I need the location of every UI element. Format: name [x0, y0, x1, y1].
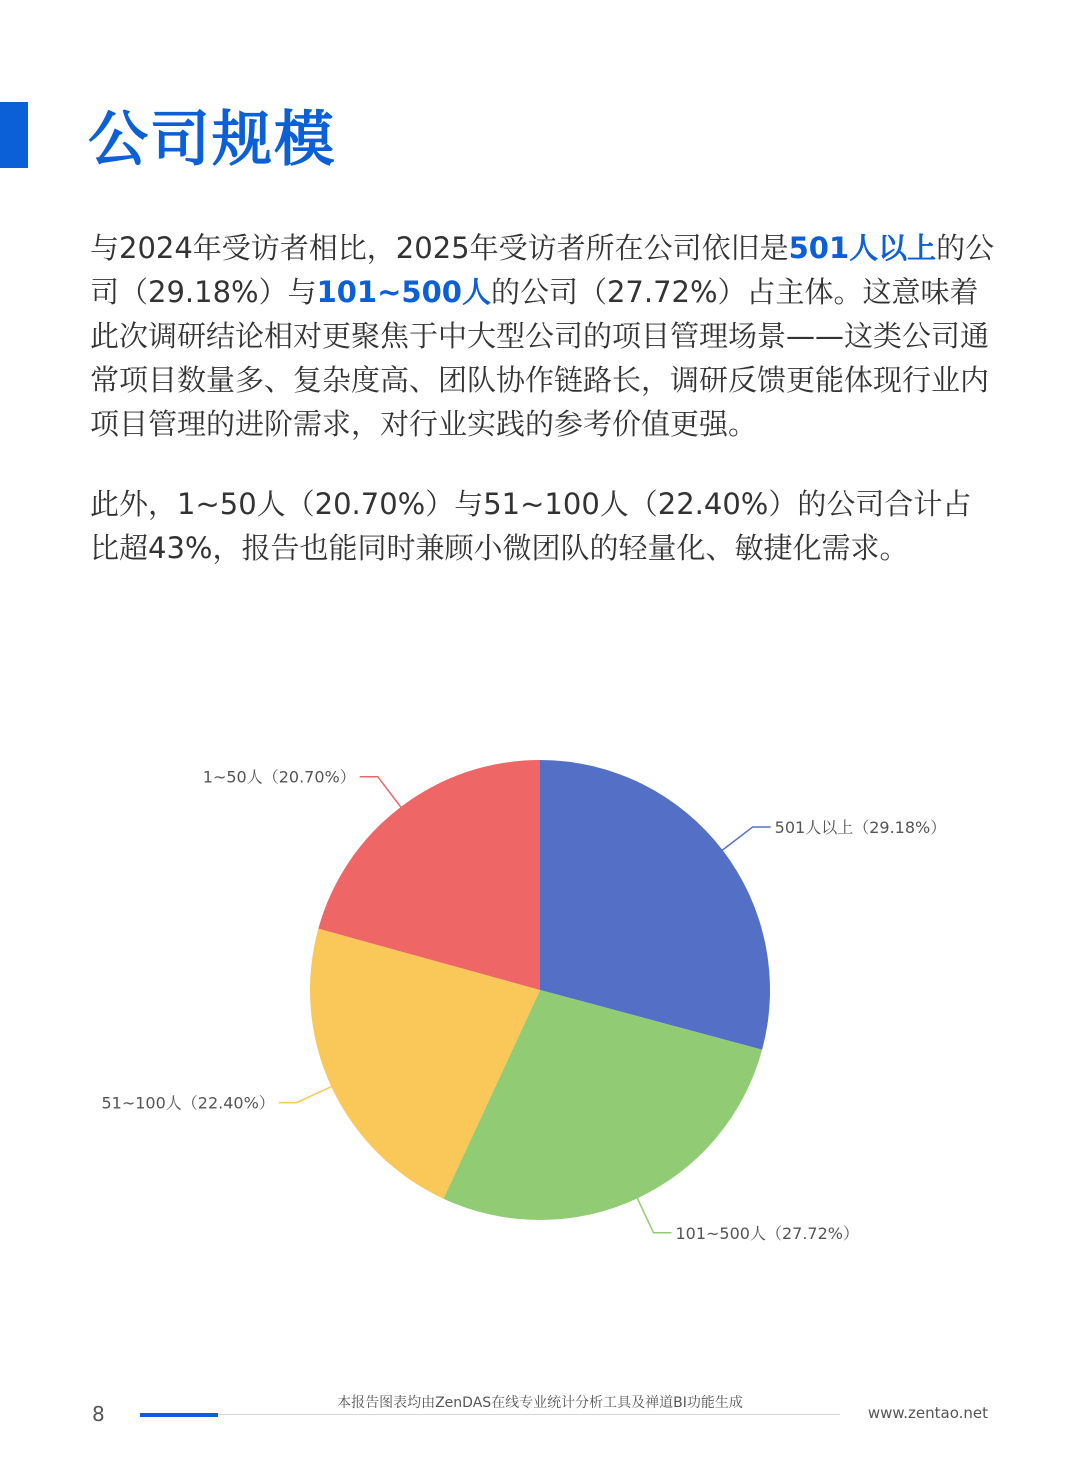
slice-label-slice-4: 1~50人（20.70%）: [202, 767, 356, 787]
pie-slices: [310, 760, 770, 1220]
intro-text-3: 的公司（27.72%）占主体。这意味着此次调研结论相对更聚焦于中大型公司的项目管理场景——这类公司通常项目数量多、复杂度高、团队协作链路长，调研反馈更能体现行业内项目管理的进阶需求，对行业实践的参考价值更强。: [90, 275, 990, 441]
leader-line-slice-3: [279, 1086, 333, 1103]
small-team-paragraph: 此外，1~50人（20.70%）与51~100人（22.40%）的公司合计占比超43%，报告也能同时兼顾小微团队的轻量化、敏捷化需求。: [90, 487, 972, 565]
intro-paragraph: [90, 226, 995, 446]
footer-accent-line: [140, 1413, 218, 1417]
highlight-501-plus: 501人以上: [788, 231, 937, 265]
footer-divider: [140, 1414, 840, 1415]
slice-label-slice-2: 101~500人（27.72%）: [675, 1223, 859, 1243]
footer-note: 本报告图表均由ZenDAS在线专业统计分析工具及禅道BI功能生成: [337, 1395, 743, 1411]
intro-text-2: 的公司（29.18%）与: [90, 231, 995, 309]
slice-label-slice-3: 51~100人（22.40%）: [101, 1093, 275, 1113]
page-title: 公司规模: [88, 105, 336, 175]
leader-line-slice-2: [637, 1197, 672, 1233]
page-number: 8: [92, 1402, 105, 1426]
leader-line-slice-4: [360, 777, 402, 809]
highlight-101-500: 101~500人: [316, 275, 491, 309]
slice-label-slice-1: 501人以上（29.18%）: [774, 817, 947, 837]
footer-website-link[interactable]: www.zentao.net: [867, 1404, 988, 1422]
title-accent-bar: [0, 102, 28, 168]
intro-text-1: 与2024年受访者相比，2025年受访者所在公司依旧是: [90, 231, 789, 265]
company-size-pie-chart: [0, 690, 1080, 1310]
leader-line-slice-1: [721, 827, 771, 851]
